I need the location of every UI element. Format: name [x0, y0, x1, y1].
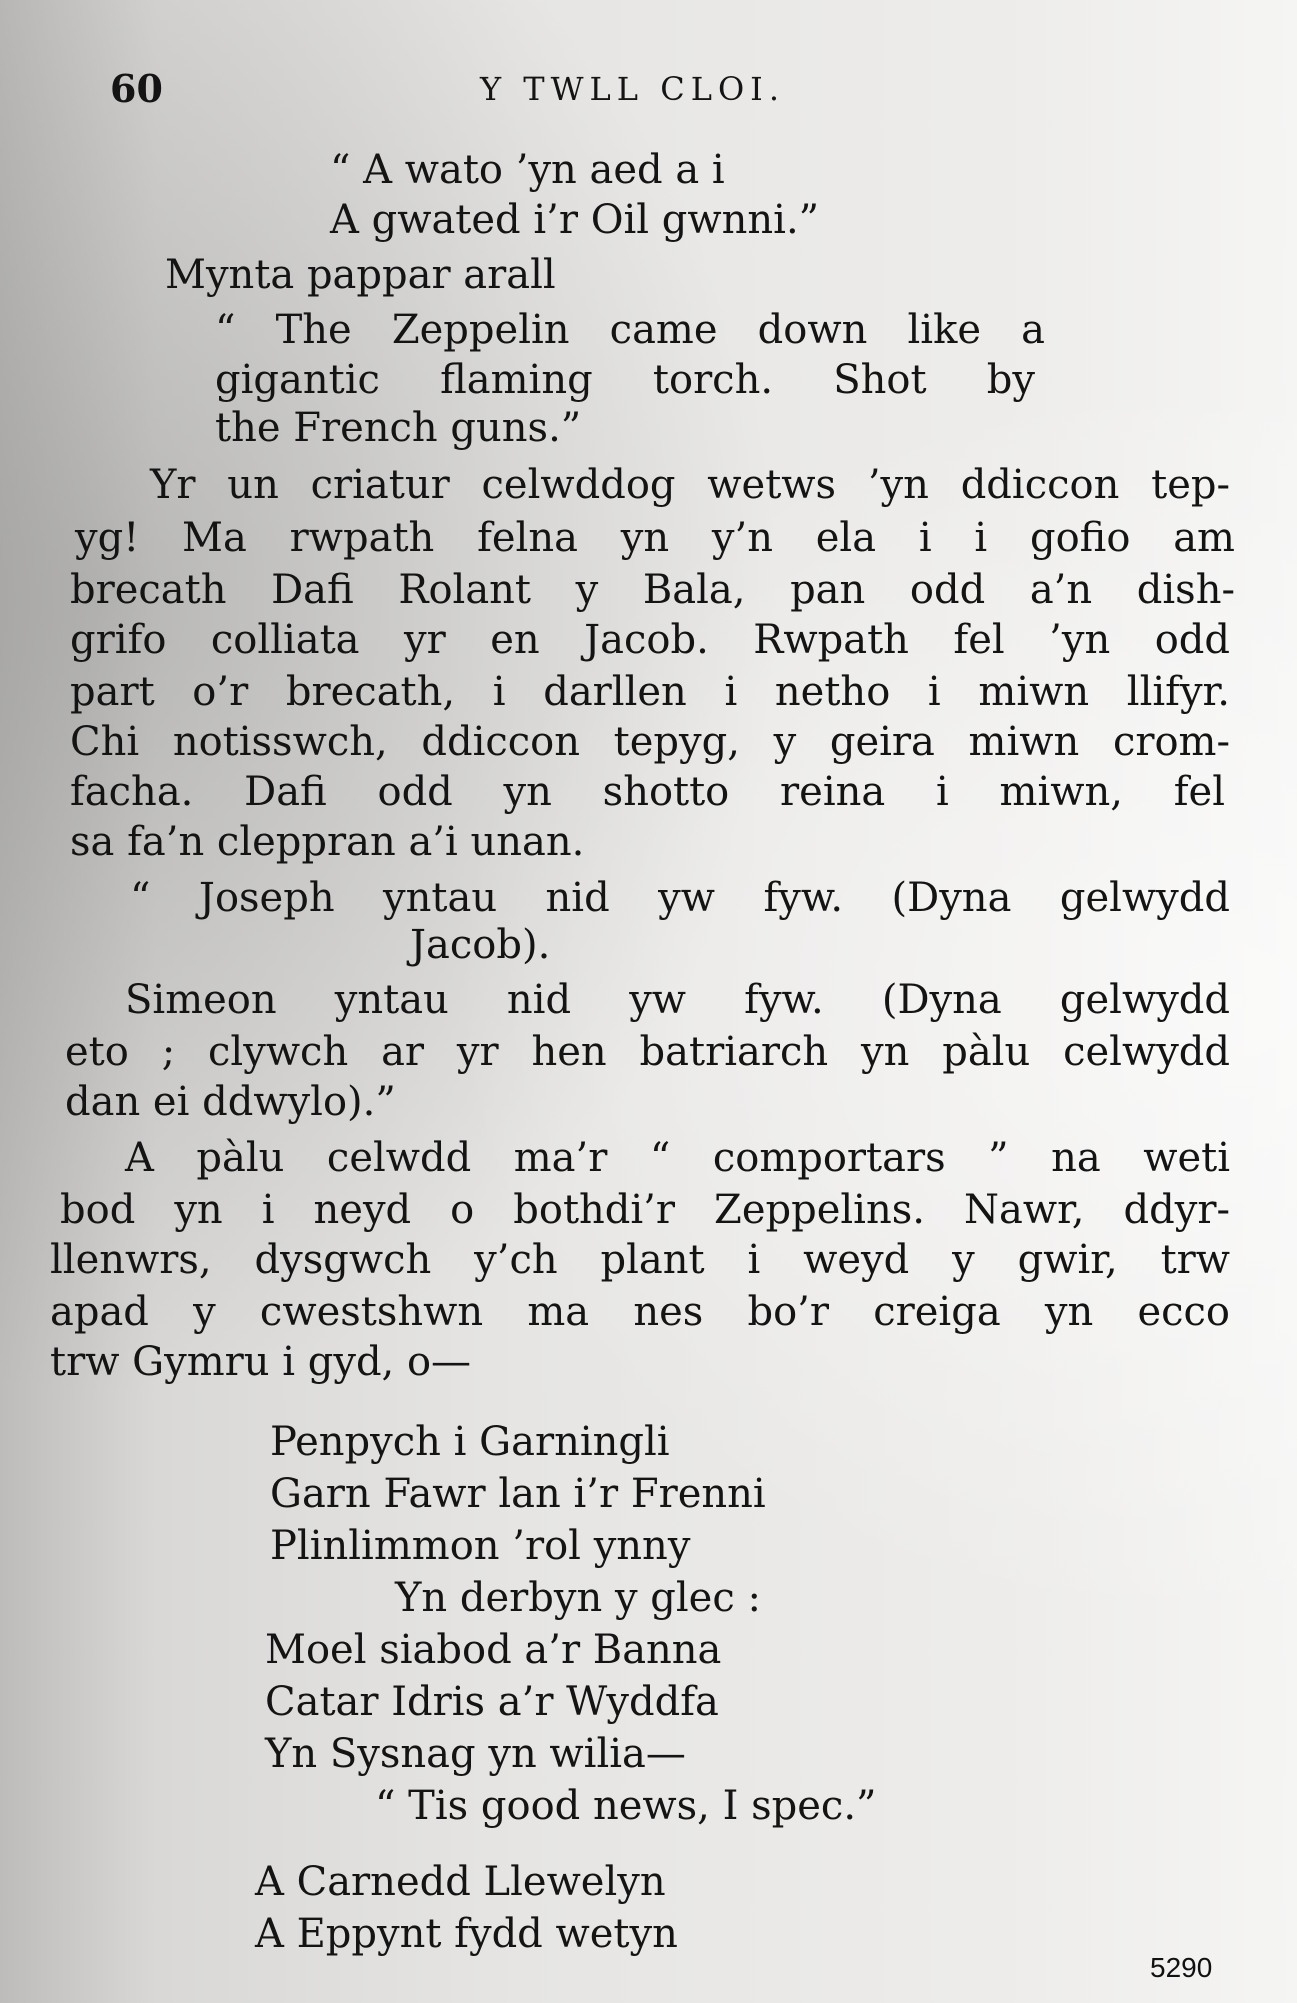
text-line: bod yn i neyd o bothdi’r Zeppelins. Nawr, ddyr- [60, 1187, 1230, 1233]
poem-line: A Carnedd Llewelyn [255, 1859, 666, 1905]
reference-number: 5290 [1150, 1952, 1213, 1983]
text-line: Yr un criatur celwddog wetws ’yn ddiccon tep- [150, 462, 1230, 508]
poem-line: “ Tis good news, I spec.” [375, 1783, 877, 1829]
text-line: “ A wato ’yn aed a i [330, 147, 725, 193]
poem-line: Garn Fawr lan i’r Frenni [270, 1471, 766, 1517]
text-line: llenwrs, dysgwch y’ch plant i weyd y gwir, trw [50, 1237, 1230, 1283]
poem-line: Yn derbyn y glec : [395, 1575, 761, 1621]
text-line: part o’r brecath, i darllen i netho i miwn llifyr. [70, 669, 1230, 715]
text-line: “ The Zeppelin came down like a [215, 307, 1045, 353]
text-line: Jacob). [410, 922, 551, 968]
text-line: Mynta pappar arall [165, 252, 556, 298]
text-line: brecath Dafi Rolant y Bala, pan odd a’n dish- [70, 567, 1235, 613]
text-line: trw Gymru i gyd, o— [50, 1339, 472, 1385]
text-line: A pàlu celwdd ma’r “ comportars ” na weti [125, 1135, 1230, 1181]
text-line: apad y cwestshwn ma nes bo’r creiga yn ecco [50, 1289, 1230, 1335]
text-line: “ Joseph yntau nid yw fyw. (Dyna gelwydd [130, 875, 1230, 921]
text-line: yg! Ma rwpath felna yn y’n ela i i gofio am [75, 515, 1235, 561]
poem-line: Yn Sysnag yn wilia— [265, 1731, 686, 1777]
text-line: the French guns.” [215, 405, 582, 451]
text-line: eto ; clywch ar yr hen batriarch yn pàlu celwydd [65, 1029, 1230, 1075]
text-line: Simeon yntau nid yw fyw. (Dyna gelwydd [125, 977, 1230, 1023]
text-line: gigantic flaming torch. Shot by [215, 357, 1035, 403]
text-line: sa fa’n cleppran a’i unan. [70, 819, 585, 865]
page-number: 60 [110, 66, 163, 111]
poem-line: Plinlimmon ’rol ynny [270, 1523, 691, 1569]
poem-line: Catar Idris a’r Wyddfa [265, 1679, 719, 1725]
text-line: A gwated i’r Oil gwnni.” [330, 197, 820, 243]
running-title: Y TWLL CLOI. [480, 70, 785, 108]
text-line: Chi notisswch, ddiccon tepyg, y geira miwn crom- [70, 719, 1230, 765]
poem-line: Penpych i Garningli [270, 1419, 670, 1465]
text-line: dan ei ddwylo).” [65, 1079, 396, 1125]
text-line: facha. Dafi odd yn shotto reina i miwn, fel [70, 769, 1225, 815]
poem-line: Moel siabod a’r Banna [265, 1627, 722, 1673]
poem-line: A Eppynt fydd wetyn [255, 1911, 678, 1957]
text-line: grifo colliata yr en Jacob. Rwpath fel ’yn odd [70, 617, 1230, 663]
